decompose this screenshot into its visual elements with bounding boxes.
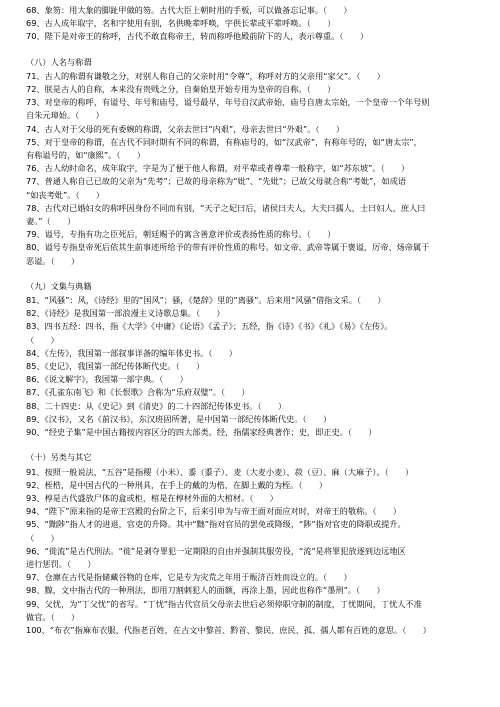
section-heading: （九）文集与典籍 xyxy=(26,280,92,291)
question-80: 80、谥号专指皇帝死后依其生前事迹所给予的带有评价性质的称号。如文帝、武帝等属于褒谥，厉帝、炀帝属于 xyxy=(26,242,430,253)
question-94: 94、“陛下”原来指的是帝王宫殿的台阶之下，后来引申为与帝王面对面应对时，对帝王的敬称。（ ） xyxy=(26,506,402,517)
question-69: 69、古人成年取字，名和字使用有别，名供晚辈呼唤，字供长辈或平辈呼唤。（ ） xyxy=(26,18,336,29)
section-names-and-titles xyxy=(26,56,474,268)
question-89: 89、《汉书》，又名《前汉书》，东汉班固所著，是中国第一部纪传体断代史。（ ） xyxy=(26,413,332,424)
question-99-cont: 做官。（ ） xyxy=(26,611,80,622)
question-95-cont: （ ） xyxy=(26,532,59,543)
section-heading: （八）人名与称谓 xyxy=(26,56,92,67)
question-74: 74、古人对于父母的死有委婉的称谓，父亲去世曰“内艰”，母亲去世曰“外艰”。（ ） xyxy=(26,123,345,134)
question-96-cont: 进行惩罚。（ ） xyxy=(26,558,96,569)
question-79: 79、谥号，专指有功之臣死后，朝廷赐予的寓含善意评价或表扬性质的称号。（ ） xyxy=(26,229,336,240)
question-85: 85、《史记》，我国第一部纪传体断代史。（ ） xyxy=(26,361,205,372)
question-96: 96、“徙流”是古代刑法。“徙”是剥夺罪犯一定期限的自由并强制其服劳役，“流”是将罪犯放逐到边远地区 xyxy=(26,545,406,556)
question-83-cont: （ ） xyxy=(26,334,59,345)
question-93: 93、椁是古代盛放尸体的盒或柜，棺是在椁材外面的大棺材。（ ） xyxy=(26,492,278,503)
question-88: 88、二十四史：从《史记》到《清史》的二十四部纪传体史书。（ ） xyxy=(26,400,287,411)
question-100: 100、“布衣”指麻布衣服，代指老百姓，在古文中黎首、黔首、黎民、庶民、孤、孺人都有百姓的意思。（ ） xyxy=(26,624,431,635)
question-86: 86、《说文解字》，我国第一部字典。（ ） xyxy=(26,374,188,385)
question-98: 98、黥，文中指古代的一种刑法，即用刀割刺犯人的面额，再涂上墨，因此也称作“墨刑”。（ ） xyxy=(26,585,385,596)
question-87: 87、《孔雀东南飞》和《长恨歌》合称为“乐府双璧”。（ ） xyxy=(26,387,250,398)
question-71: 71、古人的称谓有谦敬之分，对别人称自己的父亲时用“令尊”，称呼对方的父亲用“家父”。（ ） xyxy=(26,70,385,81)
question-82: 82、《诗经》是我国第一部浪漫主义诗歌总集。（ ） xyxy=(26,308,225,319)
question-68: 68、象笏：用大象的脚趾甲做的笏。古代大臣上朝时用的手板，可以做备忘记事。（ ） xyxy=(26,5,352,15)
question-78: 78、古代对已婚妇女的称呼因身份不同而有别，“天子之妃曰后，诸侯曰夫人，大夫曰孺人，士曰妇人，庶人曰 xyxy=(26,202,426,213)
question-72: 72、朕是古人的自称，本来没有贵贱之分，自秦始皇开始专用为皇帝的自称。（ ） xyxy=(26,84,336,95)
section-collections-and-classics xyxy=(26,280,474,439)
question-92: 92、桎梏，是中国古代的一种刑具，在手上的戴的为梏，在脚上戴的为桎。（ ） xyxy=(26,479,328,490)
question-78-cont: 妻。”（ ） xyxy=(26,216,76,227)
question-75-cont: 有称谥号的，如“康熙”。（ ） xyxy=(26,150,146,161)
question-80-cont: 恶谥。（ ） xyxy=(26,255,80,266)
question-97: 97、仓廪在古代是指储藏谷物的仓库，它是专为灾荒之年用于赈济百姓而设立的。（ ） xyxy=(26,572,352,583)
question-90: 90、“经史子集”是中国古籍按内容区分的四大部类。经，指儒家经典著作；史，即正史。（ ） xyxy=(26,427,377,438)
question-95: 95、“黜陟”指人才的进退，官吏的升降。其中“黜”指对官员的罢免或降级，“陟”指对官吏的降职或提升。 xyxy=(26,519,406,530)
question-77: 77、普通人称自己已故的父亲为“先考”；已故的母亲称为“妣”、“先妣”；已故父母就合称“考妣”，如成语 xyxy=(26,176,407,187)
question-81: 81、“风骚”：风，《诗经》里的“国风”；骚，《楚辞》里的“离骚”。后来用“风骚”借指文采。（ ） xyxy=(26,295,386,306)
section-miscellaneous xyxy=(26,451,474,637)
section-heading: （十）另类与其它 xyxy=(26,452,92,463)
question-91: 91、按照一般说法，“五谷”是指稷（小米）、黍（黍子）、麦（大麦小麦）、菽（豆）、麻（大麻子）。（ ） xyxy=(26,466,414,477)
question-73-cont: 自朱元璋始。（ ） xyxy=(26,110,104,121)
question-84: 84、《左传》，我国第一部叙事详备的编年体史书。（ ） xyxy=(26,347,237,358)
section-top xyxy=(26,4,474,44)
question-77-cont: “如丧考妣”。（ ） xyxy=(26,189,105,200)
question-83: 83、四书五经：四书，指《大学》《中庸》《论语》《孟子》；五经，指《诗》《书》《礼》《易》《左传》。 xyxy=(26,321,393,332)
question-76: 76、古人幼时命名，成年取字，字是为了便于他人称谓，对平辈或者尊辈一般称字，如“苏东坡”。（ ） xyxy=(26,163,410,174)
question-73: 73、对皇帝的称呼，有谥号、年号和庙号，谥号最早，年号自汉武帝始，庙号自唐太宗始，一个皇帝一个年号则 xyxy=(26,97,430,108)
question-70: 70、陛下是对帝王的称呼，古代不敢直称帝王，转而称呼他殿前阶下的人，表示尊重。（ ） xyxy=(26,31,369,42)
question-99: 99、父忧，为“丁父忧”的省写。“丁忧”指古代官员父母亲去世后必须停职守制的制度，丁忧期间，丁忧人不准 xyxy=(26,598,422,609)
question-75: 75、对于皇帝的称谓，在古代不同时期有不同的称谓，有称庙号的，如“汉武帝”，有称年号的，如“唐太宗”， xyxy=(26,136,422,147)
